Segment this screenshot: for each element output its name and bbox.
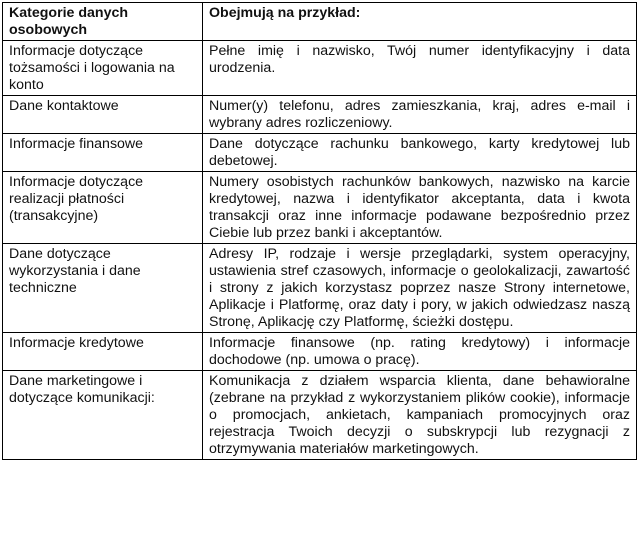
category-text: Dane marketingowe i dotyczące komunikacji: [9,373,155,406]
examples-cell [203,41,637,96]
examples-text: Dane dotyczące rachunku bankowego, karty kredytowej lub debetowej. [209,136,630,169]
examples-text: Informacje finansowe (np. rating kredytowy) i informacje dochodowe (np. umowa o pracę). [209,335,630,368]
header-category: Kategorie danych osobowych [3,3,203,41]
table-row [3,172,637,244]
category-cell [3,244,203,333]
table-row [3,244,637,333]
examples-cell [203,134,637,172]
category-cell [3,172,203,244]
examples-cell [203,96,637,134]
table-row [3,371,637,460]
header-examples: Obejmują na przykład: [203,3,637,41]
table-row [3,333,637,371]
category-text: Dane kontaktowe [9,98,119,114]
category-text: Informacje dotyczące tożsamości i logowania na konto [9,43,175,93]
examples-cell [203,172,637,244]
examples-cell [203,371,637,460]
examples-cell [203,333,637,371]
examples-text: Numer(y) telefonu, adres zamieszkania, kraj, adres e-mail i wybrany adres rozliczeniowy. [209,98,630,131]
category-cell [3,371,203,460]
examples-cell [203,244,637,333]
personal-data-categories-table [2,2,637,460]
category-text: Informacje finansowe [9,136,144,152]
table-row [3,41,637,96]
examples-text: Numery osobistych rachunków bankowych, nazwisko na karcie kredytowej, nazwa i identyfikator akceptanta, data i kwota transakcji oraz inne informacje podawane bezpośrednio przez Ciebie lub przez banki i akceptantów. [209,174,630,241]
category-cell [3,96,203,134]
examples-text: Komunikacja z działem wsparcia klienta, dane behawioralne (zebrane na przykład z wykorzystaniem plików cookie), informacje o promocjach, ankietach, kampaniach promocyjnych oraz rejestracja Twoich decyzji o subskrypcji lub rezygnacji z otrzymywania materiałów marketingowych. [209,373,630,457]
category-text: Informacje dotyczące realizacji płatności (transakcyjne) [9,174,144,224]
category-text: Informacje kredytowe [9,335,144,351]
document-page [2,2,636,460]
category-cell [3,41,203,96]
examples-text: Pełne imię i nazwisko, Twój numer identyfikacyjny i data urodzenia. [209,43,630,76]
category-text: Dane dotyczące wykorzystania i dane techniczne [9,246,141,296]
table-header-row [3,3,637,41]
category-cell [3,134,203,172]
table-row [3,96,637,134]
table-row [3,134,637,172]
category-cell [3,333,203,371]
examples-text: Adresy IP, rodzaje i wersje przeglądarki, system operacyjny, ustawienia stref czasowych, informacje o geolokalizacji, zawartość i strony z jakich korzystasz poprzez nasze Strony internetowe, Aplikacje i Platformę, oraz daty i pory, w jakich odwiedzasz naszą Stronę, Aplikację czy Platformę, ścieżki dostępu. [209,246,630,330]
